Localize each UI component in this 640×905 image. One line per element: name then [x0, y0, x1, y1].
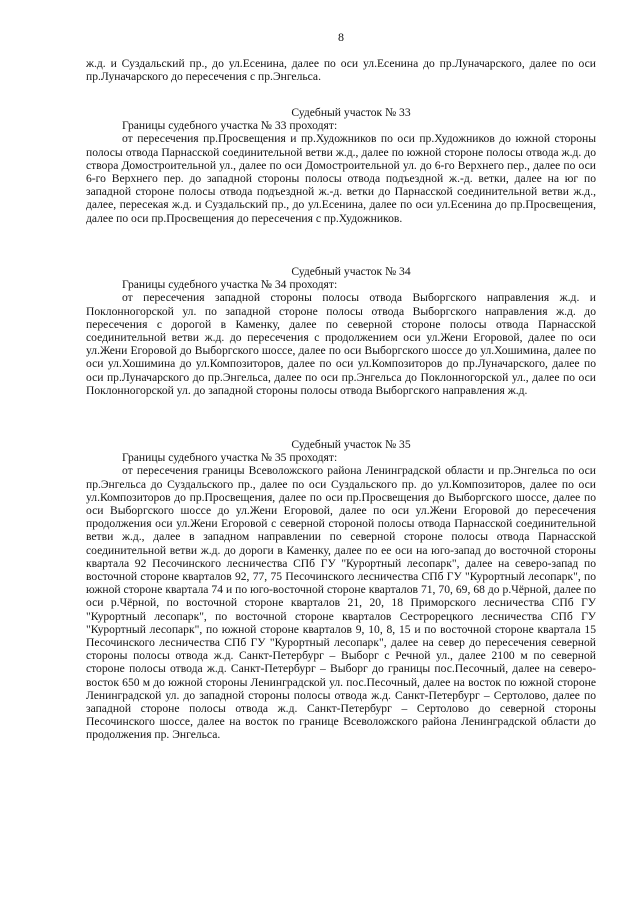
- intro-paragraph: ж.д. и Суздальский пр., до ул.Есенина, далее по оси ул.Есенина до пр.Луначарского, далее по оси пр.Луначарского до пересечения с пр.Энгельса.: [86, 57, 596, 84]
- section-court-district-35: [86, 438, 596, 742]
- section-subtitle: Границы судебного участка № 35 проходят:: [122, 451, 338, 465]
- section-body: от пересечения западной стороны полосы отвода Выборгского направления ж.д. и Поклонногорской ул. по западной стороне полосы отвода Выборгского направления ж.д. до пересечения с дорогой в Каменку, далее по северной стороне полосы отвода Парнасской соединительной ветви ж.д. до пересечения с продолжением оси ул.Жени Егоровой, далее по оси ул.Жени Егоровой до Выборгского шоссе, далее по оси Выборгского шоссе до ул.Хошимина, далее по оси ул.Хошимина до ул.Композиторов, далее по оси ул.Композиторов до пр.Луначарского, далее по оси пр.Луначарского до пр.Энгельса, далее по оси пр.Энгельса до Поклонногорской ул., далее по оси Поклонногорской ул. до западной стороны полосы отвода Выборгского направления ж.д.: [86, 291, 596, 397]
- section-subtitle: Границы судебного участка № 33 проходят:: [122, 119, 338, 133]
- section-body: от пересечения границы Всеволожского района Ленинградской области и пр.Энгельса по оси пр.Энгельса до Суздальского пр., далее по оси Суздальского пр. до ул.Композиторов, далее по оси ул.Композиторов до пр.Просвещения, далее по оси пр.Просвещения до Выборгского шоссе, далее по оси Выборгского шоссе до ул.Жени Егоровой, далее по оси ул.Жени Егоровой до пересечения продолжения оси ул.Жени Егоровой с северной стороной полосы отвода Парнасской соединительной ветви ж.д., далее в западном направлении по северной стороне полосы отвода Парнасской соединительной ветви ж.д. до дороги в Каменку, далее по ее оси на юго-запад до восточной стороны квартала 92 Песочинского лесничества СПб ГУ "Курортный лесопарк", далее на северо-запад по восточной стороне кварталов 92, 77, 75 Песочинского лесничества СПб ГУ "Курортный лесопарк", по южной стороне квартала 74 и по юго-восточной стороне кварталов 71, 70, 69, 68 до р.Чёрной, далее по оси р.Чёрной, по восточной стороне кварталов 21, 20, 18 Приморского лесничества СПб ГУ "Курортный лесопарк", по восточной стороне кварталов Сестрорецкого лесничества СПб ГУ "Курортный лесопарк", по южной стороне кварталов 9, 10, 8, 15 и по восточной стороне квартала 15 Песочинского лесничества СПб ГУ "Курортный лесопарк", далее на север до пересечения северной стороны полосы отвода ж.д. Санкт-Петербург – Выборг с Речной ул., далее 2100 м по северной стороне полосы отвода ж.д. Санкт-Петербург – Выборг до границы пос.Песочный, далее на северо-восток 650 м до южной стороны Ленинградской ул. пос.Песочный, далее на восток по южной стороне Ленинградской ул. до западной стороны полосы отвода ж.д. Санкт-Петербург – Сертолово, далее по западной стороне полосы отвода ж.д. Санкт-Петербург – Сертолово до северной стороны Песочинского шоссе, далее на восток по границе Всеволожского района Ленинградской области до продолжения пр. Энгельса.: [86, 464, 596, 742]
- section-body: от пересечения пр.Просвещения и пр.Художников по оси пр.Художников до южной стороны полосы отвода Парнасской соединительной ветви ж.д., далее по южной стороне полосы отвода ж.д. до створа Домостроительной ул., далее по оси Домостроительной ул. до 6-го Верхнего пер., далее по оси 6-го Верхнего пер. до западной стороны полосы отвода подъездной ж.-д. ветки, далее на юг по западной стороне полосы отвода подъездной ж.-д. ветки до Парнасской соединительной ветви ж.д., далее, пересекая ж.д. и Суздальский пр., до ул.Есенина, далее по оси ул.Есенина до пр.Просвещения, далее по оси пр.Просвещения до пересечения с пр.Художников.: [86, 132, 596, 225]
- section-title: Судебный участок № 35: [291, 438, 411, 451]
- section-court-district-33: [86, 106, 596, 225]
- section-subtitle: Границы судебного участка № 34 проходят:: [122, 278, 338, 292]
- section-title: Судебный участок № 34: [291, 265, 411, 278]
- section-court-district-34: [86, 265, 596, 397]
- page-number: 8: [338, 30, 344, 44]
- section-title: Судебный участок № 33: [291, 106, 411, 119]
